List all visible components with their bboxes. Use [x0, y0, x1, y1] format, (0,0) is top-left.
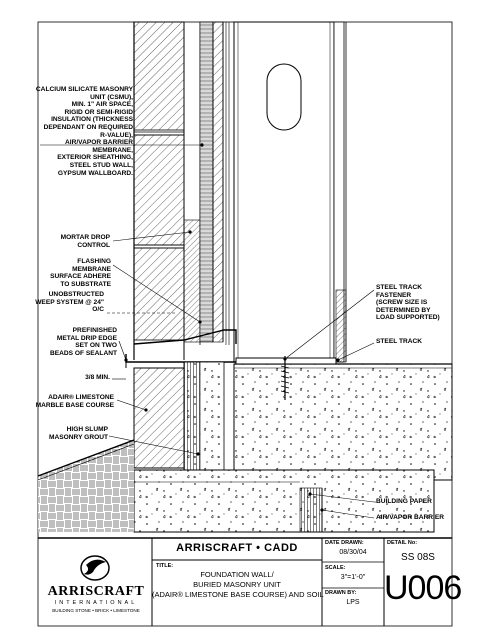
note-line: BUILDING PAPER: [376, 498, 432, 505]
csmu-lower: [134, 248, 184, 340]
note-line: LOAD SUPPORTED): [376, 314, 440, 322]
note-line: INSULATION (THICKNESS: [51, 116, 133, 124]
note-line: STEEL STUD WALL,: [69, 161, 133, 169]
scale-value: 3"=1'-0": [340, 574, 366, 581]
floor-slab: [234, 364, 452, 480]
note-line: AIR/VAPOR BARRIER: [376, 514, 445, 521]
drip-edge: [126, 354, 240, 362]
note-line: HIGH SLUMP: [66, 426, 108, 433]
csmu-middle: [134, 135, 184, 245]
note-min: [60, 374, 110, 382]
note-line: METAL DRIP EDGE: [56, 334, 117, 342]
detail-label: DETAIL No:: [387, 540, 418, 546]
note-line: ADAIR® LIMESTONE: [48, 394, 114, 401]
note-line: AIR/VAPOR BARRIER: [64, 139, 133, 147]
note-line: MARBLE BASE COURSE: [35, 401, 114, 409]
title-line: BURIED MASONRY UNIT: [193, 580, 281, 589]
date-value: 08/30/04: [339, 549, 367, 556]
logo-name: ARRISCRAFT: [47, 584, 145, 599]
insulation: [200, 22, 213, 342]
note-line: TO SUBSTRATE: [60, 280, 111, 288]
note-csmu: [28, 86, 133, 177]
logo-sub: INTERNATIONAL: [54, 600, 138, 606]
note-line: R-VALUE),: [100, 131, 133, 139]
note-steel-track: [376, 338, 452, 346]
note-line: PREFINISHED: [72, 327, 117, 334]
note-line: DETERMINED BY: [376, 306, 431, 314]
note-line: STEEL TRACK: [376, 338, 423, 345]
title-label: TITLE:: [156, 563, 174, 569]
title-line: FOUNDATION WALL/: [200, 570, 274, 579]
note-line: UNOBSTRUCTED: [48, 291, 104, 298]
note-line: MASONRY GROUT: [49, 433, 108, 441]
note-line: FLASHING MEMBRANE: [72, 258, 111, 273]
note-mortar-drop: [46, 234, 110, 249]
drawing-title: [152, 570, 322, 600]
note-track-fastener: [376, 284, 452, 322]
company-header: ARRISCRAFT • CADD: [176, 542, 298, 554]
note-building-paper: [376, 498, 452, 506]
note-line: STEEL TRACK FASTENER: [376, 284, 423, 299]
note-line: GYPSUM WALLBOARD.: [57, 169, 133, 177]
mortar-drop-control: [184, 220, 200, 342]
note-grout: [40, 426, 108, 441]
note-line: DEPENDANT ON REQUIRED: [43, 123, 133, 131]
drawn-value: LPS: [346, 599, 360, 606]
note-line: MEMBRANE,: [92, 146, 133, 154]
note-adair: [34, 394, 114, 409]
note-flashing: [40, 258, 111, 288]
detail-value: SS 08S: [401, 552, 435, 563]
note-line: 3/8 MIN.: [85, 374, 110, 381]
sheet-number: U006: [384, 569, 462, 607]
arriscraft-logo-icon: [81, 556, 109, 580]
csmu-upper: [134, 22, 184, 130]
note-line: SET ON TWO: [75, 342, 117, 350]
logo-tagline: BUILDING STONE • BRICK • LIMESTONE: [52, 608, 140, 613]
stud-knockout: [267, 64, 301, 130]
soil: [38, 440, 134, 532]
note-air-vapor-barrier: [376, 514, 452, 522]
note-line: BEADS OF SEALANT: [49, 349, 117, 357]
adair-base-course: [134, 368, 184, 468]
note-drip-edge: [44, 327, 117, 357]
note-line: MIN. 1" AIR SPACE,: [71, 101, 133, 109]
note-line: (SCREW SIZE IS: [376, 299, 428, 307]
drawn-label: DRAWN BY:: [325, 590, 357, 596]
title-line: (ADAIR® LIMESTONE BASE COURSE) AND SOIL: [152, 590, 324, 599]
note-line: WEEP SYSTEM @ 24" O/C: [35, 298, 104, 314]
note-line: EXTERIOR SHEATHING,: [57, 154, 133, 162]
note-line: SURFACE ADHERE: [50, 273, 111, 281]
note-line: UNIT (CSMU),: [90, 93, 133, 101]
scale-label: SCALE:: [325, 565, 346, 571]
sheathing: [213, 22, 223, 342]
date-label: DATE DRAWN:: [325, 540, 364, 546]
note-line: CONTROL: [77, 241, 110, 249]
note-weep: [28, 291, 104, 314]
note-line: CALCIUM SILICATE MASONRY: [35, 86, 133, 93]
note-line: MORTAR DROP: [60, 234, 110, 241]
note-line: RIGID OR SEMI-RIGID: [64, 108, 133, 116]
